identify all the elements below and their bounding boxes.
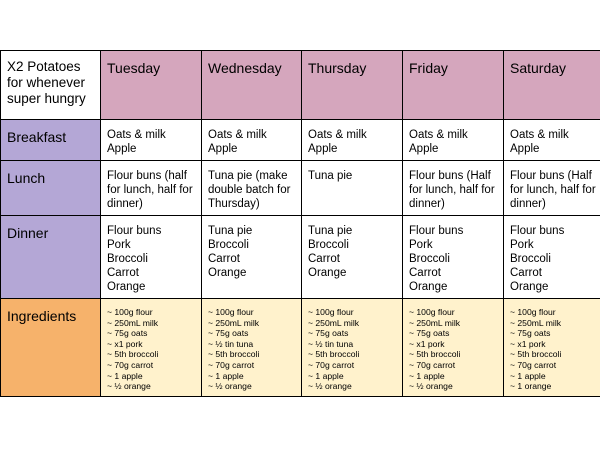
meal-item: Carrot (107, 267, 139, 279)
ingredient-line: ~ 70g carrot (107, 359, 154, 370)
ingredient-line: ~ 70g carrot (409, 359, 456, 370)
meal-item: Broccoli (409, 253, 450, 265)
lunch-row (1, 161, 600, 216)
meal-item: Broccoli (208, 239, 249, 251)
day-header-tuesday: Tuesday (101, 51, 202, 120)
ingredient-line: ~ 250mL milk (208, 317, 260, 328)
meal-item: Flour buns (Half for lunch, half for dinner) (409, 170, 498, 210)
meal-item: Orange (107, 281, 146, 293)
meal-item: Apple (308, 143, 338, 155)
meal-cell (403, 161, 504, 216)
ingredient-line: ~ 5th broccoli (208, 349, 260, 360)
breakfast-row (1, 120, 600, 161)
meal-item: Flour buns (half for lunch, half for dinner) (107, 170, 196, 210)
ingredient-line: ~ 5th broccoli (308, 349, 360, 360)
meal-cell (504, 161, 600, 216)
meal-cell (101, 216, 202, 299)
meal-cell (302, 120, 403, 161)
day-header-wednesday: Wednesday (202, 51, 302, 120)
ingredient-line: ~ 250mL milk (409, 317, 461, 328)
ingredient-line: ~ 5th broccoli (510, 349, 562, 360)
meal-item: Orange (409, 281, 448, 293)
row-label-lunch: Lunch (1, 161, 101, 216)
meal-item: Apple (107, 143, 137, 155)
day-header-friday: Friday (403, 51, 504, 120)
meal-item: Apple (409, 143, 439, 155)
ingredient-line: ~ 75g oats (308, 328, 349, 339)
meal-item: Orange (510, 281, 549, 293)
meal-item: Apple (208, 143, 238, 155)
meal-item: Oats & milk (510, 129, 569, 141)
meal-item: Tuna pie (make double batch for Thursday) (208, 170, 294, 210)
ingredient-line: ~ 100g flour (409, 307, 455, 317)
meal-item: Pork (107, 239, 131, 251)
meal-cell (101, 120, 202, 161)
meal-item: Carrot (510, 267, 542, 279)
ingredient-line: ~ 70g carrot (208, 359, 255, 370)
ingredient-line: ~ 70g carrot (308, 359, 355, 370)
ingredient-line: ~ 250mL milk (308, 317, 360, 328)
meal-cell (202, 120, 302, 161)
header-row (1, 51, 600, 120)
ingredient-line: ~ 75g oats (107, 328, 148, 339)
meal-item: Tuna pie (308, 170, 353, 182)
ingredient-line: ~ 1 apple (208, 370, 244, 381)
meal-item: Apple (510, 143, 540, 155)
ingredient-line: ~ ½ tin tuna (308, 338, 354, 349)
meal-cell (504, 216, 600, 299)
meal-item: Flour buns (510, 225, 565, 237)
ingredient-line: ~ 5th broccoli (409, 349, 461, 360)
day-header-thursday: Thursday (302, 51, 403, 120)
ingredients-cell (202, 299, 302, 397)
meal-cell (302, 216, 403, 299)
ingredients-cell (504, 299, 600, 397)
meal-item: Broccoli (107, 253, 148, 265)
ingredients-cell (302, 299, 403, 397)
ingredients-row (1, 299, 600, 397)
meal-item: Orange (208, 267, 247, 279)
meal-cell (403, 120, 504, 161)
row-label-dinner: Dinner (1, 216, 101, 299)
ingredients-cell (101, 299, 202, 397)
meal-item: Pork (409, 239, 433, 251)
meal-cell (101, 161, 202, 216)
meal-item: Flour buns (Half for lunch, half for dinner) (510, 170, 599, 210)
ingredient-line: ~ 250mL milk (107, 317, 159, 328)
meal-item: Tuna pie (308, 225, 353, 237)
ingredient-line: ~ x1 pork (107, 338, 143, 349)
ingredients-cell (403, 299, 504, 397)
ingredient-line: ~ 100g flour (208, 307, 254, 317)
meal-item: Carrot (308, 253, 340, 265)
meal-item: Pork (510, 239, 534, 251)
dinner-row (1, 216, 600, 299)
ingredient-line: ~ 75g oats (510, 328, 551, 339)
meal-item: Flour buns (107, 225, 162, 237)
ingredient-line: ~ ½ orange (308, 381, 352, 392)
corner-label: X2 Potatoes for whenever super hungry (1, 51, 101, 120)
meal-cell (302, 161, 403, 216)
meal-item: Oats & milk (308, 129, 367, 141)
ingredient-line: ~ ½ tin tuna (208, 338, 254, 349)
meal-cell (403, 216, 504, 299)
meal-item: Carrot (409, 267, 441, 279)
ingredient-line: ~ ½ orange (208, 381, 252, 392)
ingredient-line: ~ 100g flour (107, 307, 153, 317)
meal-item: Oats & milk (409, 129, 468, 141)
row-label-ingredients: Ingredients (1, 299, 101, 397)
ingredient-line: ~ 70g carrot (510, 359, 557, 370)
ingredient-line: ~ 100g flour (308, 307, 354, 317)
meal-item: Carrot (208, 253, 240, 265)
meal-cell (202, 161, 302, 216)
ingredient-line: ~ 1 apple (107, 370, 143, 381)
ingredient-line: ~ 75g oats (208, 328, 249, 339)
meal-item: Oats & milk (208, 129, 267, 141)
ingredient-line: ~ 1 apple (409, 370, 445, 381)
ingredient-line: ~ x1 pork (510, 338, 546, 349)
ingredient-line: ~ 1 orange (510, 381, 552, 392)
ingredient-line: ~ ½ orange (409, 381, 453, 392)
meal-item: Broccoli (308, 239, 349, 251)
ingredient-line: ~ 75g oats (409, 328, 450, 339)
meal-item: Broccoli (510, 253, 551, 265)
meal-plan-table (0, 50, 600, 397)
ingredient-line: ~ ½ orange (107, 381, 151, 392)
row-label-breakfast: Breakfast (1, 120, 101, 161)
meal-cell (202, 216, 302, 299)
ingredient-line: ~ 5th broccoli (107, 349, 159, 360)
ingredient-line: ~ 250mL milk (510, 317, 562, 328)
meal-item: Flour buns (409, 225, 464, 237)
ingredient-line: ~ 100g flour (510, 307, 556, 317)
ingredient-line: ~ 1 apple (510, 370, 546, 381)
ingredient-line: ~ 1 apple (308, 370, 344, 381)
day-header-saturday: Saturday (504, 51, 600, 120)
ingredient-line: ~ x1 pork (409, 338, 445, 349)
meal-item: Tuna pie (208, 225, 253, 237)
meal-cell (504, 120, 600, 161)
meal-item: Oats & milk (107, 129, 166, 141)
meal-item: Orange (308, 267, 347, 279)
